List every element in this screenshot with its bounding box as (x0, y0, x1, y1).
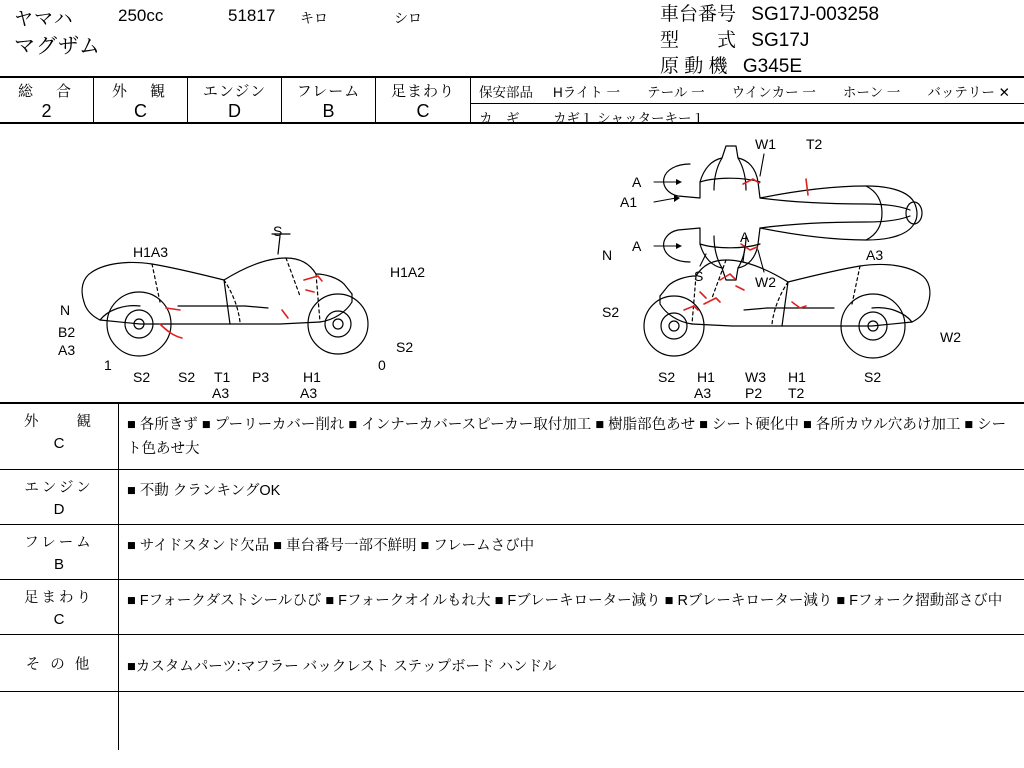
grade-cell-suspension (376, 78, 470, 122)
type-row (660, 28, 879, 54)
comment-category-grade: D (53, 501, 65, 518)
comment-category-name: エンジン (24, 480, 94, 496)
mileage-value: 51817 (228, 6, 276, 25)
grade-cell-exterior (94, 78, 188, 122)
diagram-label-w2-right: W2 (940, 329, 961, 345)
diagram-label-b2: B2 (58, 324, 76, 340)
diagram-label-p2: P2 (745, 385, 763, 401)
grade-cell-frame (282, 78, 376, 122)
left-side-view-outline (82, 234, 368, 356)
top-view-leaders (654, 154, 764, 272)
engine-row (660, 54, 879, 80)
diagram-label-a-right: A (740, 229, 750, 245)
comment-category (0, 525, 118, 579)
diagram-label-a3-b: A3 (212, 385, 230, 401)
grade-value: D (228, 101, 241, 121)
diagram-label-h1-r1: H1 (697, 369, 715, 385)
diagram-label-w2-top: W2 (755, 274, 776, 290)
top-view-damage-marks (741, 179, 808, 250)
comment-category-name: フレーム (24, 535, 94, 551)
comment-category-grade: C (53, 435, 65, 452)
comment-category (0, 470, 118, 524)
vin-row (660, 2, 879, 28)
mileage-unit: キロ (300, 10, 328, 26)
diagram-label-s-top: S (694, 268, 704, 284)
diagram-label-p3: P3 (252, 369, 270, 385)
diagram-label-a1: A1 (620, 194, 638, 210)
comment-text: ■ 各所きず ■ プーリーカバー削れ ■ インナーカバースピーカー取付加工 ■ 樹脂部色あせ ■ シート硬化中 ■ 各所カウル穴あけ加工 ■ シート色あせ大 (118, 404, 1024, 469)
comment-row-suspension (0, 580, 1024, 635)
diagram-label-s2-a: S2 (133, 369, 151, 385)
diagram-label-w3: W3 (745, 369, 766, 385)
comment-text: ■ 不動 クランキングOK (118, 470, 1024, 524)
grade-title: 外 観 (111, 83, 169, 100)
comment-row-exterior (0, 404, 1024, 470)
diagram-label-a3-r1: A3 (694, 385, 712, 401)
vin-label: 車台番号 (660, 4, 737, 25)
diagram-label-w1: W1 (755, 136, 776, 152)
grade-cell-total (0, 78, 94, 122)
diagram-label-s2-r2: S2 (658, 369, 676, 385)
grade-bar (0, 78, 1024, 124)
comment-category-grade: C (53, 611, 65, 628)
top-view-outline (664, 146, 922, 280)
vehicle-id-block (660, 2, 879, 80)
comment-category-name: そ の 他 (25, 657, 93, 673)
diagram-label-n-right: N (602, 247, 613, 263)
grade-value: C (134, 101, 147, 121)
type-label: 型 式 (660, 30, 737, 51)
diagram-label-h1a3-top: H1A3 (133, 244, 169, 260)
diagram-label-s2-right: S2 (396, 339, 414, 355)
diagram-label-a3-right: A3 (866, 247, 884, 263)
grade-value: C (416, 101, 430, 121)
engine-label: 原 動 機 (660, 56, 728, 77)
diagram-label-h1-r2: H1 (788, 369, 806, 385)
comment-text: ■カスタムパーツ:マフラー バックレスト ステップボード ハンドル (118, 635, 1024, 691)
comment-category (0, 580, 118, 634)
comment-category-empty (0, 692, 118, 750)
displacement: 250cc (118, 6, 164, 25)
diagram-label-s2-r3: S2 (864, 369, 882, 385)
comment-category-name: 外 観 (24, 414, 94, 430)
diagram-label-a-lower: A (632, 238, 642, 254)
maker-name: ヤマハ (14, 9, 74, 30)
equipment-label: カ ギ (479, 111, 520, 126)
grade-title: エンジン (202, 83, 267, 100)
equipment-block (470, 78, 1024, 126)
diagram-label-1: 1 (104, 357, 112, 373)
diagram-label-n-left: N (60, 302, 71, 318)
diagram-label-h1a2: H1A2 (390, 264, 426, 280)
equipment-value: Hライト 一 テール 一 ウインカー 一 ホーン 一 バッテリー ✕ (553, 85, 1010, 100)
diagram-label-h1-left: H1 (303, 369, 321, 385)
grade-title: 足まわり (390, 83, 455, 100)
grade-title: 総 合 (17, 83, 75, 100)
vin-value: SG17J-003258 (751, 4, 880, 25)
model-name: マグザム (14, 35, 101, 58)
comment-text-empty (118, 692, 1024, 750)
diagram-svg (0, 124, 1024, 402)
comment-row-blank (0, 692, 1024, 750)
equipment-value: カギ１ シャッターキー１ (553, 111, 705, 126)
equipment-row-safety (471, 78, 1024, 101)
comment-text: ■ Fフォークダストシールひび ■ Fフォークオイルもれ大 ■ Fブレーキローター減り ■ Rブレーキローター減り ■ Fフォーク摺動部さび中 (118, 580, 1024, 634)
color-value: シロ (394, 10, 422, 26)
comment-text: ■ サイドスタンド欠品 ■ 車台番号一部不鮮明 ■ フレームさび中 (118, 525, 1024, 579)
diagram-label-0: 0 (378, 357, 386, 373)
comment-category (0, 404, 118, 469)
grade-title: フレーム (296, 83, 361, 100)
left-side-damage-marks (160, 276, 322, 338)
comment-row-frame (0, 525, 1024, 580)
header (0, 0, 1024, 78)
diagram-label-s-left: S (273, 223, 283, 239)
engine-value: G345E (742, 56, 802, 77)
damage-diagram (0, 124, 1024, 404)
comment-category-grade: B (53, 556, 64, 573)
equipment-label: 保安部品 (479, 85, 533, 100)
comment-row-other (0, 635, 1024, 692)
grade-value: B (322, 101, 335, 121)
grade-cell-engine (188, 78, 282, 122)
diagram-label-s2-b: S2 (178, 369, 196, 385)
diagram-label-a3-left: A3 (58, 342, 76, 358)
comment-table (0, 404, 1024, 750)
grade-value: 2 (41, 101, 52, 121)
comment-row-engine (0, 470, 1024, 525)
type-value: SG17J (751, 30, 810, 51)
comment-category (0, 635, 118, 691)
diagram-label-a3-c: A3 (300, 385, 318, 401)
diagram-label-t2: T2 (806, 136, 823, 152)
diagram-label-t2-r: T2 (788, 385, 805, 401)
diagram-label-a: A (632, 174, 642, 190)
diagram-label-s2-r1: S2 (602, 304, 620, 320)
diagram-label-t1: T1 (214, 369, 231, 385)
comment-category-name: 足まわり (24, 590, 94, 606)
